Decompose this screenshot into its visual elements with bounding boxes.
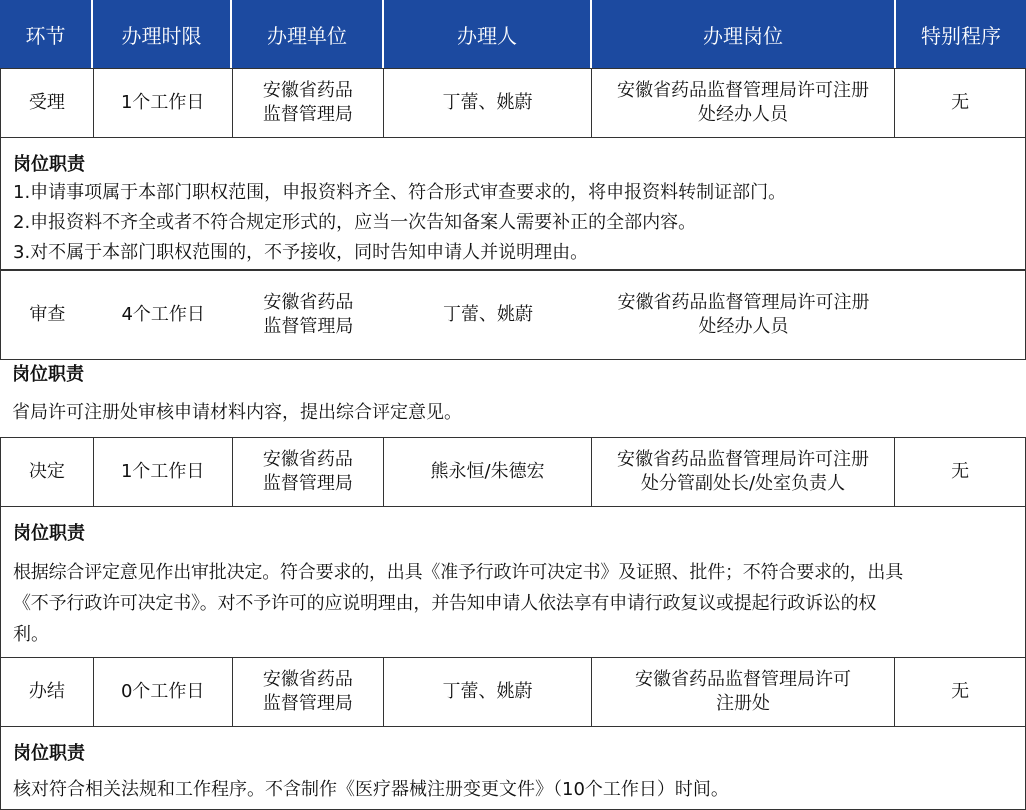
unit-line: 安徽省药品 — [262, 449, 353, 470]
unit-line: 安徽省药品 — [263, 292, 354, 313]
table-header — [0, 0, 1026, 68]
header-stage: 环节 — [0, 0, 93, 68]
step-time-limit: 4个工作日 — [121, 304, 205, 325]
duty-line: 省局许可注册处审核申请材料内容，提出综合评定意见。 — [12, 402, 462, 423]
unit-line: 监督管理局 — [262, 473, 353, 494]
table-row — [0, 68, 1026, 138]
duty-title: 岗位职责 — [12, 364, 84, 385]
position-line: 安徽省药品监督管理局许可注册 — [617, 80, 870, 101]
duty-line: 2.申报资料不齐全或者不符合规定形式的，应当一次告知备案人需要补正的全部内容。 — [13, 212, 697, 233]
table-row — [0, 270, 1026, 360]
step-time-limit: 1个工作日 — [94, 438, 233, 506]
step-special: 无 — [951, 92, 970, 113]
step-handler: 丁蕾、姚蔚 — [443, 304, 534, 325]
unit-line: 监督管理局 — [262, 693, 353, 714]
position-line: 处分管副处长/处室负责人 — [641, 473, 846, 494]
position-line: 处经办人员 — [698, 104, 789, 125]
step-special — [895, 271, 1025, 359]
duty-line: 根据综合评定意见作出审批决定。符合要求的，出具《准予行政许可决定书》及证照、批件；不符合要求的，出具 — [13, 562, 903, 583]
step-position — [592, 271, 895, 359]
step-unit — [233, 271, 385, 359]
position-line: 安徽省药品监督管理局许可 — [635, 669, 852, 690]
duty-title: 岗位职责 — [13, 743, 85, 764]
duty-line: 利。 — [13, 624, 49, 645]
step-stage: 决定 — [1, 438, 94, 506]
step-unit — [233, 438, 385, 506]
duty-line: 核对符合相关法规和工作程序。不含制作《医疗器械注册变更文件》（10个工作日）时间。 — [13, 779, 729, 800]
duty-section — [0, 727, 1026, 810]
duty-line: 3.对不属于本部门职权范围的，不予接收，同时告知申请人并说明理由。 — [13, 242, 589, 263]
position-line: 安徽省药品监督管理局许可注册 — [617, 292, 870, 313]
step-handler: 熊永恒/朱德宏 — [384, 438, 592, 506]
unit-line: 监督管理局 — [262, 104, 353, 125]
position-line: 注册处 — [716, 693, 771, 714]
step-position — [592, 658, 895, 726]
step-unit — [233, 69, 385, 137]
duty-title: 岗位职责 — [13, 154, 85, 175]
header-handler: 办理人 — [384, 0, 592, 68]
header-unit: 办理单位 — [232, 0, 384, 68]
duty-line: 《不予行政许可决定书》。对不予许可的应说明理由，并告知申请人依法享有申请行政复议或提起行政诉讼的权 — [13, 593, 877, 614]
step-special: 无 — [951, 461, 970, 482]
duty-section — [0, 362, 1026, 436]
step-stage: 受理 — [1, 69, 94, 137]
step-time-limit: 1个工作日 — [94, 69, 233, 137]
unit-line: 安徽省药品 — [262, 80, 353, 101]
duty-section — [0, 138, 1026, 270]
header-special: 特别程序 — [921, 23, 1001, 48]
step-stage: 审查 — [29, 304, 66, 325]
step-stage: 办结 — [1, 658, 94, 726]
header-time-limit: 办理时限 — [93, 0, 232, 68]
unit-line: 安徽省药品 — [262, 669, 353, 690]
header-position: 办理岗位 — [592, 0, 896, 68]
duty-title: 岗位职责 — [13, 523, 85, 544]
step-time-limit: 0个工作日 — [94, 658, 233, 726]
step-position — [592, 69, 895, 137]
position-line: 处经办人员 — [698, 316, 789, 337]
step-handler: 丁蕾、姚蔚 — [384, 69, 592, 137]
duty-section — [0, 507, 1026, 658]
position-line: 安徽省药品监督管理局许可注册 — [617, 449, 870, 470]
unit-line: 监督管理局 — [263, 316, 354, 337]
step-special: 无 — [951, 681, 970, 702]
step-unit — [233, 658, 385, 726]
step-position — [592, 438, 895, 506]
duty-line: 1.申请事项属于本部门职权范围，申报资料齐全、符合形式审查要求的，将申报资料转制证部门。 — [13, 182, 787, 203]
table-row — [0, 437, 1026, 507]
step-handler: 丁蕾、姚蔚 — [384, 658, 592, 726]
table-row — [0, 657, 1026, 727]
